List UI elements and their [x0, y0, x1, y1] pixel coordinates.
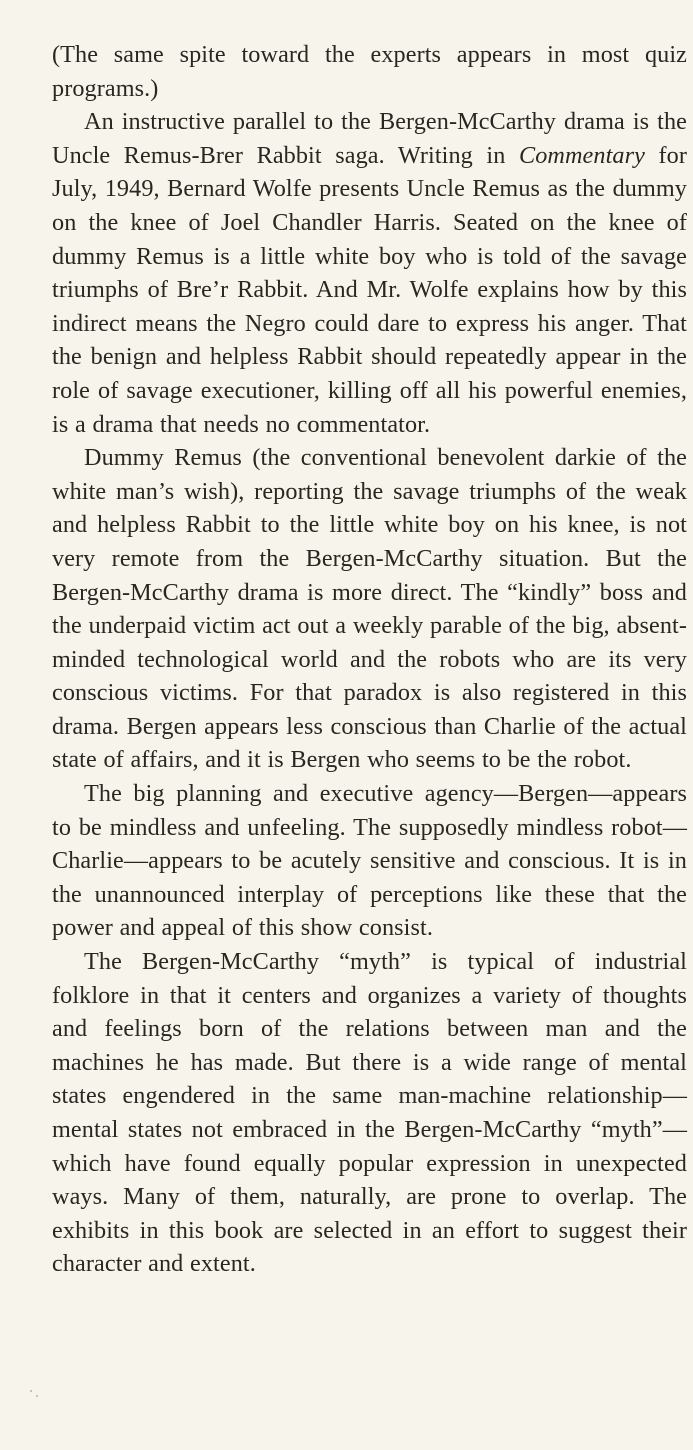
- paragraph-quiz-programs: [52, 38, 687, 105]
- paper-speck: [36, 1395, 38, 1397]
- paragraph-text: Dummy Remus (the conventional benevolent darkie of the white man’s wish), reporting the savage triumphs of the weak and helpless Rabbit to the little white boy on his knee, is not very remote from the Bergen-McCarthy situation. But the Bergen-McCarthy drama is more direct. The “kindly” boss and the underpaid victim act out a weekly parable of the big, absent-minded technological world and the robots who are its very conscious victims. For that paradox is also registered in this drama. Bergen appears less conscious than Charlie of the actual state of affairs, and it is Bergen who seems to be the robot.: [52, 444, 687, 774]
- paper-speck: [30, 1390, 32, 1392]
- paragraph-text-lead: An instructive parallel to the Bergen-McCarthy drama is the Uncle Remus-Brer Rabbit saga. Writing in: [52, 108, 687, 169]
- journal-title-italic: Commentary: [518, 141, 645, 169]
- paragraph-text-rest: for July, 1949, Bernard Wolfe presents Uncle Remus as the dummy on the knee of Joel Chandler Harris. Seated on the knee of dummy Remus is a little white boy who is told of the savage triumphs of Bre’r Rabbit. And Mr. Wolfe explains how by this indirect means the Negro could dare to express his anger. That the benign and helpless Rabbit should repeatedly appear in the role of savage executioner, killing off all his powerful enemies, is a drama that needs no commentator.: [52, 141, 687, 438]
- book-page: [52, 38, 687, 1281]
- paragraph-uncle-remus: [52, 105, 687, 441]
- paragraph-dummy-remus: [52, 441, 687, 777]
- paragraph-text: The big planning and executive agency—Bergen—appears to be mindless and unfeeling. The supposedly mindless robot—Charlie—appears to be acutely sensitive and conscious. It is in the unannounced interplay of perceptions like these that the power and appeal of this show consist.: [52, 780, 687, 942]
- paragraph-industrial-folklore: [52, 945, 687, 1281]
- paragraph-text: (The same spite toward the experts appears in most quiz programs.): [52, 41, 687, 102]
- paragraph-text: The Bergen-McCarthy “myth” is typical of industrial folklore in that it centers and organizes a variety of thoughts and feelings born of the relations between man and the machines he has made. But there is a wide range of mental states engendered in the same man-machine relationship—mental states not embraced in the Bergen-McCarthy “myth”—which have found equally popular expression in unexpected ways. Many of them, naturally, are prone to overlap. The exhibits in this book are selected in an effort to suggest their character and extent.: [52, 948, 687, 1278]
- paragraph-planning-agency: [52, 777, 687, 945]
